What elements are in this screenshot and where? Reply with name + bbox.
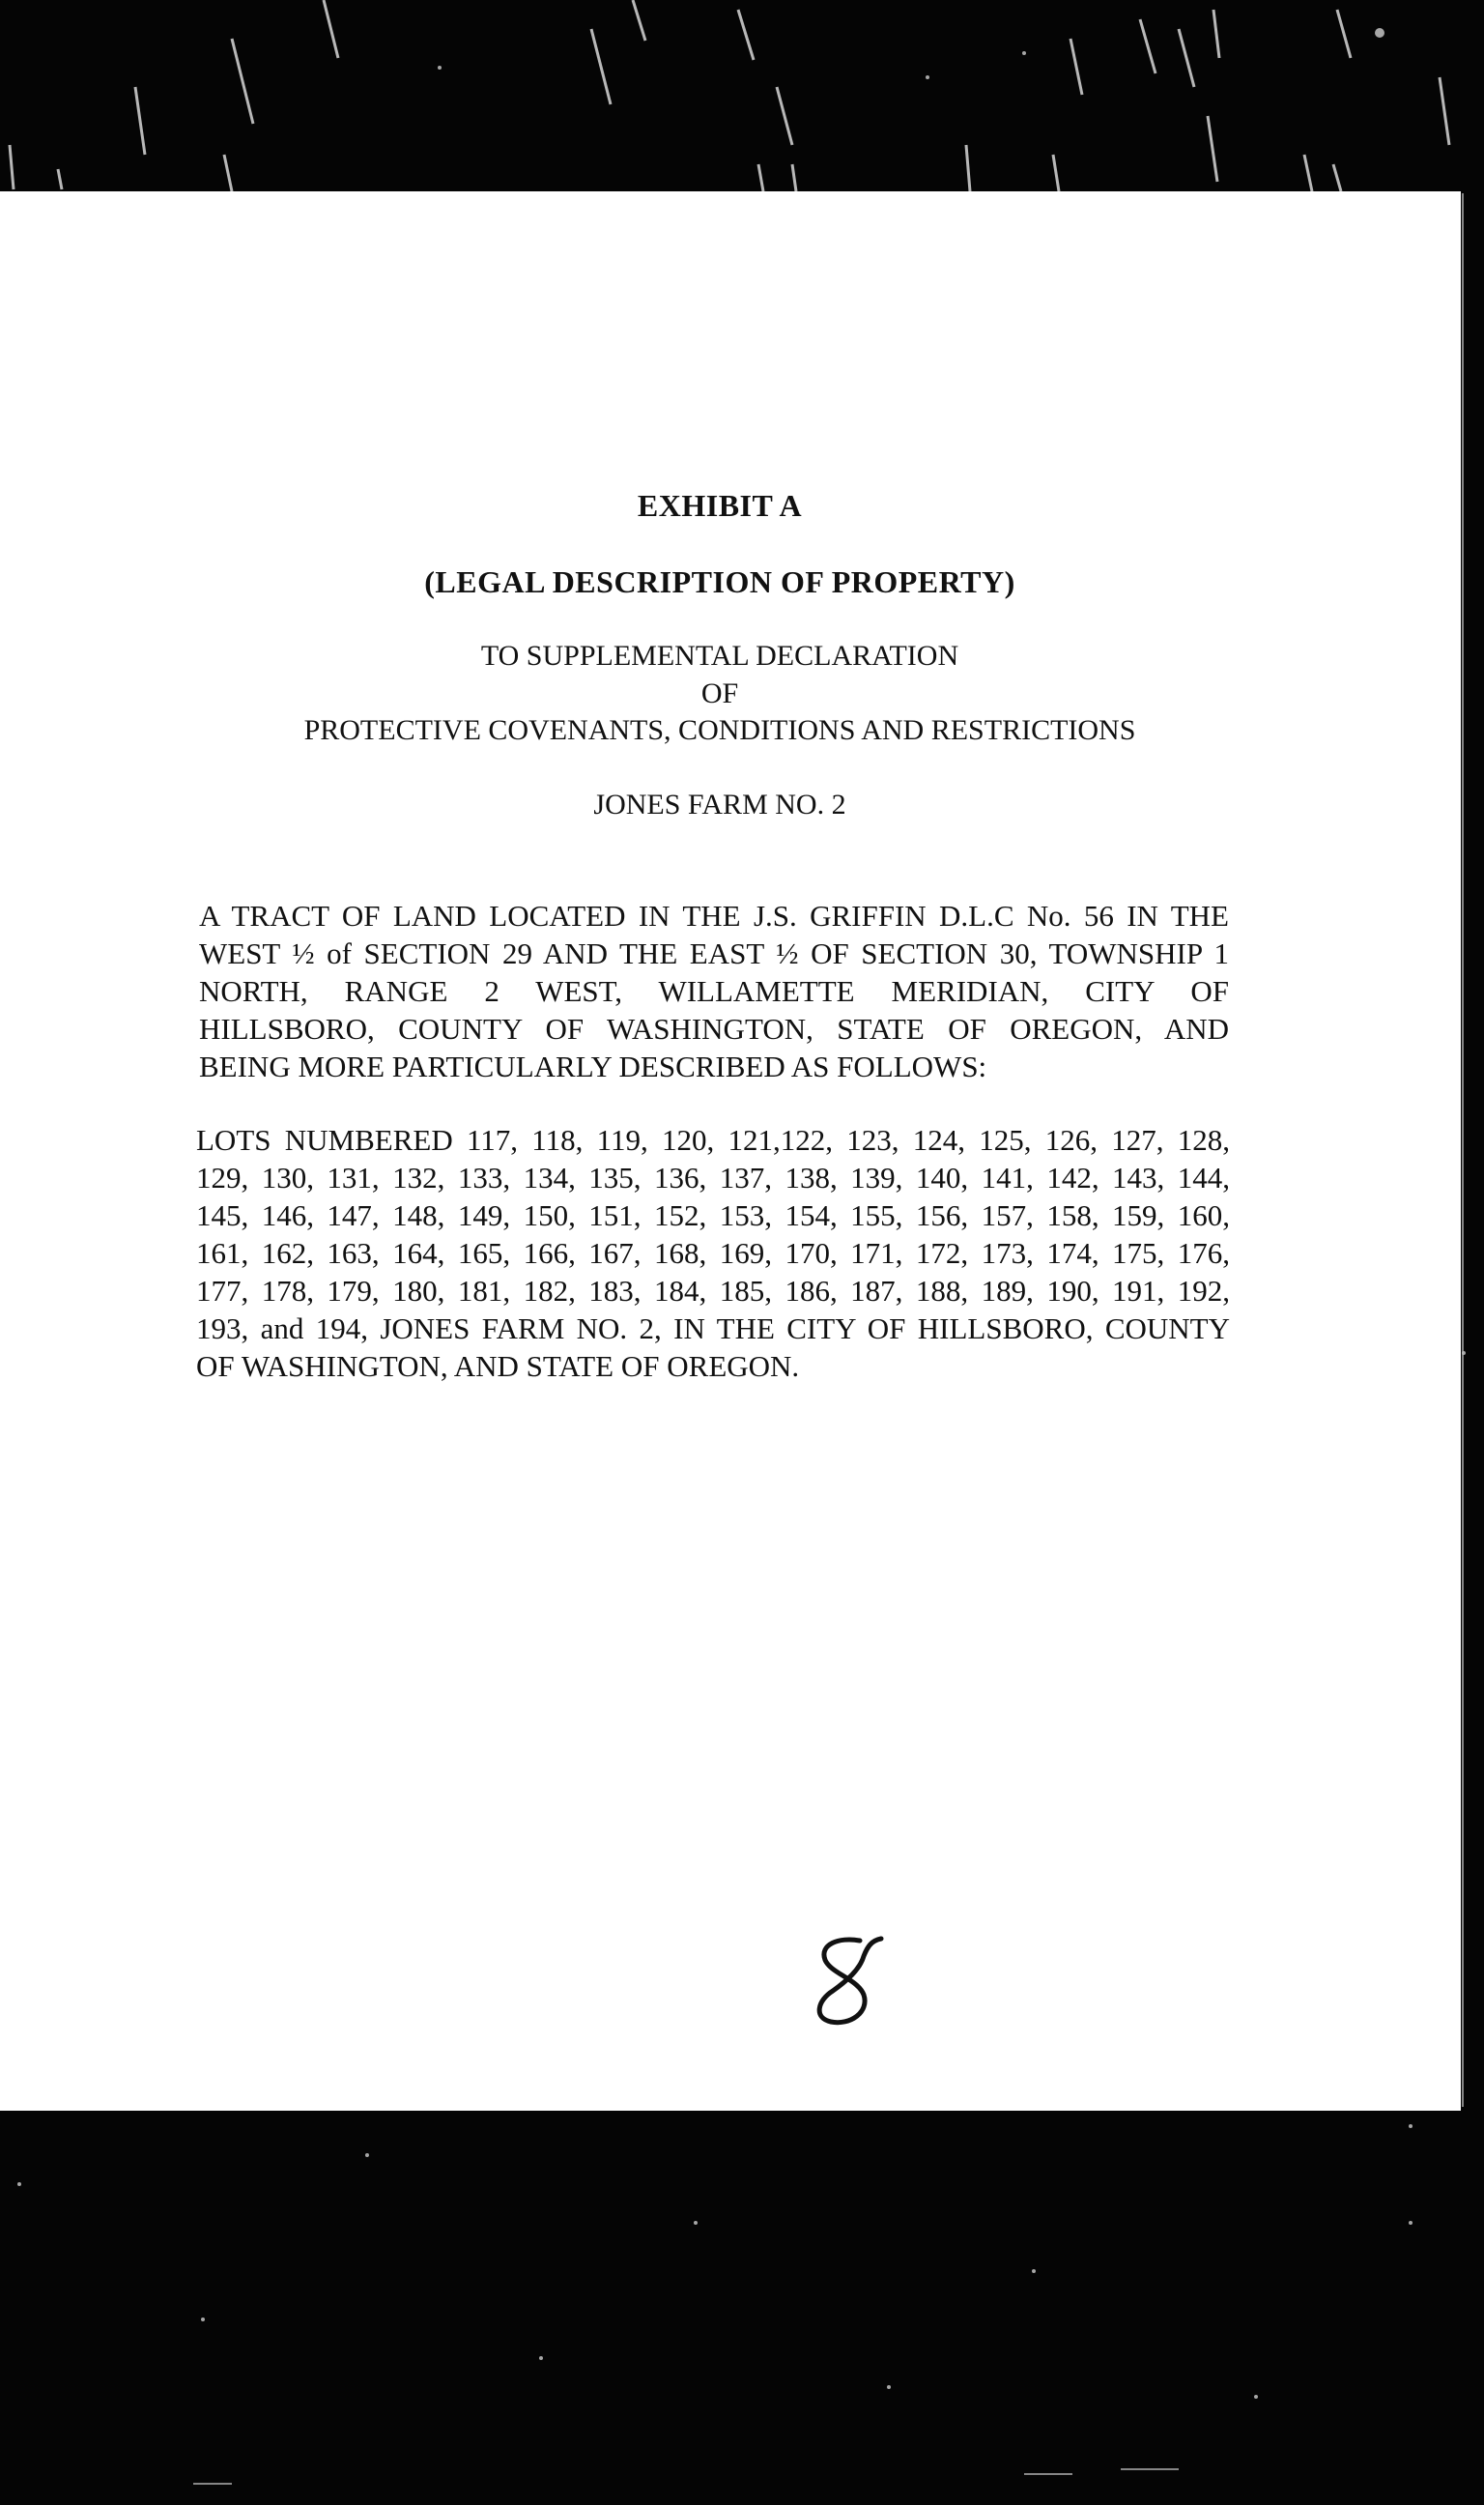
exhibit-title: EXHIBIT A xyxy=(637,488,803,523)
declaration-line-3: PROTECTIVE COVENANTS, CONDITIONS AND RESTRICTIONS xyxy=(303,714,1136,746)
tract-line: NORTH, RANGE 2 WEST, WILLAMETTE MERIDIAN, CITY OF xyxy=(199,974,1229,1008)
document-page xyxy=(0,191,1461,2111)
tract-line: WEST ½ of SECTION 29 AND THE EAST ½ OF SECTION 30, TOWNSHIP 1 xyxy=(199,936,1229,970)
declaration-line-1: TO SUPPLEMENTAL DECLARATION xyxy=(480,640,959,672)
lots-line: OF WASHINGTON, AND STATE OF OREGON. xyxy=(196,1349,800,1383)
exhibit-subtitle: (LEGAL DESCRIPTION OF PROPERTY) xyxy=(424,564,1015,599)
declaration-line-2: OF xyxy=(700,677,739,709)
handwritten-page-number xyxy=(800,1931,897,2037)
lots-line: LOTS NUMBERED 117, 118, 119, 120, 121,122, 123, 124, 125, 126, 127, 128, xyxy=(196,1123,1230,1157)
lots-line: 161, 162, 163, 164, 165, 166, 167, 168, 169, 170, 171, 172, 173, 174, 175, 176, xyxy=(196,1236,1230,1270)
lots-line: 129, 130, 131, 132, 133, 134, 135, 136, 137, 138, 139, 140, 141, 142, 143, 144, xyxy=(196,1161,1230,1195)
lots-line: 193, and 194, JONES FARM NO. 2, IN THE CITY OF HILLSBORO, COUNTY xyxy=(196,1311,1230,1345)
lots-line: 145, 146, 147, 148, 149, 150, 151, 152, 153, 154, 155, 156, 157, 158, 159, 160, xyxy=(196,1198,1230,1232)
tract-line: A TRACT OF LAND LOCATED IN THE J.S. GRIFFIN D.L.C No. 56 IN THE xyxy=(199,899,1229,933)
subdivision-name: JONES FARM NO. 2 xyxy=(593,789,846,821)
tract-line: HILLSBORO, COUNTY OF WASHINGTON, STATE OF OREGON, AND xyxy=(199,1012,1229,1046)
tract-description xyxy=(199,897,1229,1085)
tract-line: BEING MORE PARTICULARLY DESCRIBED AS FOLLOWS: xyxy=(199,1050,987,1083)
lots-description xyxy=(196,1121,1230,1385)
lots-line: 177, 178, 179, 180, 181, 182, 183, 184, 185, 186, 187, 188, 189, 190, 191, 192, xyxy=(196,1274,1230,1308)
